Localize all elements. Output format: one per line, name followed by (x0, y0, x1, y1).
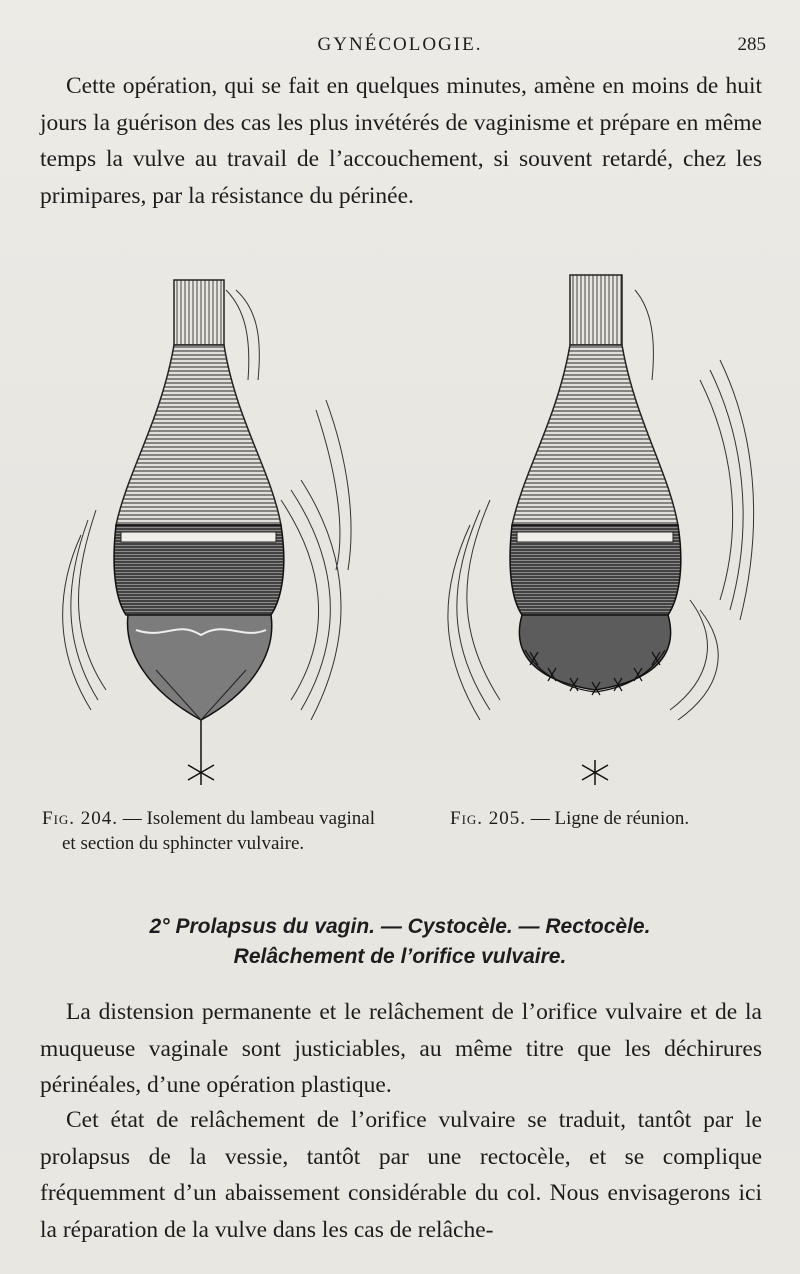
section-heading-line-1: 2° Prolapsus du vagin. — Cystocèle. — Rectocèle. (149, 915, 651, 938)
retractor-blade (114, 525, 284, 615)
retractor-handle (116, 280, 281, 525)
suture-mark-2 (582, 760, 608, 785)
figure-204-label: Fig. 204. (42, 808, 119, 829)
figure-205-caption-text: — Ligne de réunion. (526, 808, 690, 829)
figure-205-caption (450, 806, 770, 831)
retractor-handle-2 (512, 275, 678, 525)
running-title: GYNÉCOLOGIE. (317, 34, 483, 55)
figure-204-caption (42, 806, 392, 856)
page-number: 285 (737, 34, 766, 55)
figure-204-caption-text: — Isolement du lambeau vaginal et section du sphincter vulvaire. (62, 808, 376, 854)
section-heading-line-2: Relâchement de l’orifice vulvaire. (233, 945, 567, 968)
paragraph-intro: Cette opération, qui se fait en quelques minutes, amène en moins de huit jours la guérison des cas les plus invétérés de vaginisme et prépare en même temps la vulve au travail de l’accouchement, si souvent retardé, chez les primipares, par la résistance du périnée. (40, 73, 762, 209)
vaginal-flap (128, 615, 272, 720)
running-head (0, 30, 800, 60)
retractor-blade-2 (510, 525, 681, 615)
paragraph-relachement: Cet état de relâchement de l’orifice vulvaire se traduit, tantôt par le prolapsus de la vessie, tantôt par une rectocèle, et se complique fréquemment d’un abaissement considérable du col. Nous envisagerons ici la réparation de la vulve dans les cas de relâche- (40, 1107, 762, 1243)
paragraph-distension: La distension permanente et le relâchement de l’orifice vulvaire et de la muqueuse vaginale sont justiciables, au même titre que les déchirures périnéales, d’une opération plastique. (40, 999, 762, 1098)
vaginal-cavity (519, 615, 670, 690)
figure-205-illustration (420, 270, 770, 795)
figure-205-label: Fig. 205. (450, 808, 527, 829)
figure-204-illustration (36, 270, 366, 795)
suture-mark (188, 720, 214, 785)
